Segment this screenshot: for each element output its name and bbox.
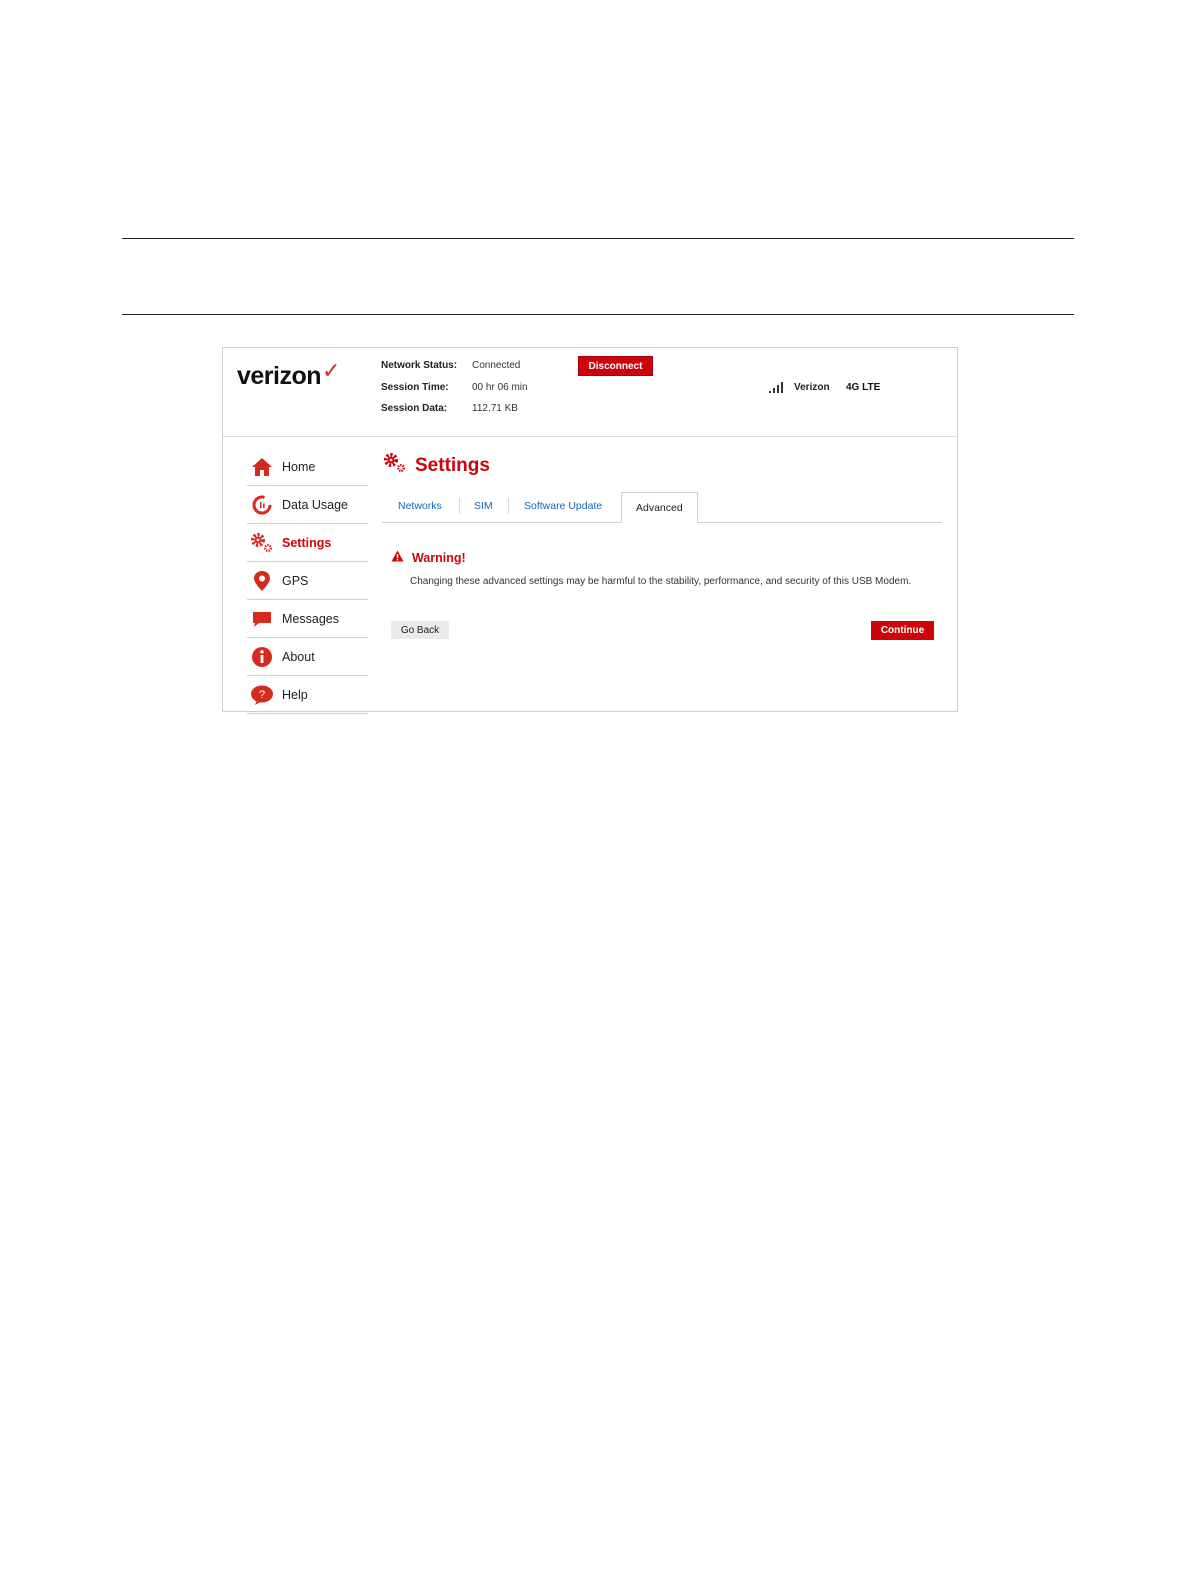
signal-bars-icon	[769, 381, 785, 393]
go-back-button[interactable]: Go Back	[391, 621, 449, 639]
bottom-rule	[122, 314, 1074, 315]
tab-divider	[508, 498, 509, 514]
sidebar-nav	[247, 449, 368, 715]
page-title-text: Settings	[415, 454, 490, 476]
warning-icon	[391, 549, 404, 567]
sidebar-item-messages[interactable]	[247, 601, 368, 638]
tab-divider	[459, 498, 460, 514]
network-status-value: Connected	[472, 360, 521, 371]
sidebar-item-data-usage[interactable]	[247, 487, 368, 524]
tab-software-update[interactable]: Software Update	[524, 500, 603, 512]
sidebar-item-label: GPS	[282, 574, 309, 588]
sidebar-item-help[interactable]	[247, 677, 368, 714]
network-status-label: Network Status:	[381, 360, 458, 371]
tab-sim[interactable]: SIM	[474, 500, 493, 512]
continue-button[interactable]: Continue	[871, 621, 934, 640]
sidebar-item-label: Help	[282, 688, 308, 702]
sidebar-item-label: Data Usage	[282, 498, 349, 512]
network-type: 4G LTE	[846, 382, 881, 393]
svg-text:?: ?	[258, 689, 266, 701]
warning-heading	[391, 549, 466, 567]
session-data-label: Session Data:	[381, 403, 448, 414]
session-time-label: Session Time:	[381, 382, 449, 393]
sidebar-item-home[interactable]	[247, 449, 368, 486]
message-icon	[247, 607, 277, 631]
help-icon	[247, 683, 277, 707]
disconnect-button[interactable]: Disconnect	[578, 356, 653, 376]
logo-text: verizon	[237, 362, 322, 390]
sidebar-item-label: Home	[282, 460, 316, 474]
sidebar-item-gps[interactable]	[247, 563, 368, 600]
data-usage-icon	[247, 493, 277, 517]
verizon-logo	[237, 358, 340, 391]
tab-advanced[interactable]: Advanced	[621, 492, 698, 523]
header	[223, 348, 957, 437]
sidebar-item-label: Messages	[282, 612, 339, 626]
carrier-name: Verizon	[794, 382, 830, 393]
warning-message: Changing these advanced settings may be harmful to the stability, performance, and security of this USB Modem.	[410, 576, 912, 587]
session-time-value: 00 hr 06 min	[472, 382, 528, 393]
page-title	[383, 452, 490, 479]
gear-icon	[383, 452, 407, 479]
top-rule	[122, 238, 1074, 239]
session-data-value: 112.71 KB	[472, 403, 518, 414]
sidebar-item-about[interactable]	[247, 639, 368, 676]
settings-tabs	[382, 492, 942, 523]
sidebar-item-label: Settings	[282, 536, 332, 550]
info-icon	[247, 645, 277, 669]
sidebar-item-settings[interactable]	[247, 525, 368, 562]
home-icon	[247, 455, 277, 479]
warning-title: Warning!	[412, 551, 466, 565]
logo-check-icon: ✓	[322, 358, 340, 383]
location-pin-icon	[247, 569, 277, 593]
gear-icon	[247, 531, 277, 555]
tab-networks[interactable]: Networks	[398, 500, 442, 512]
device-web-ui	[222, 347, 958, 712]
sidebar-item-label: About	[282, 650, 315, 664]
